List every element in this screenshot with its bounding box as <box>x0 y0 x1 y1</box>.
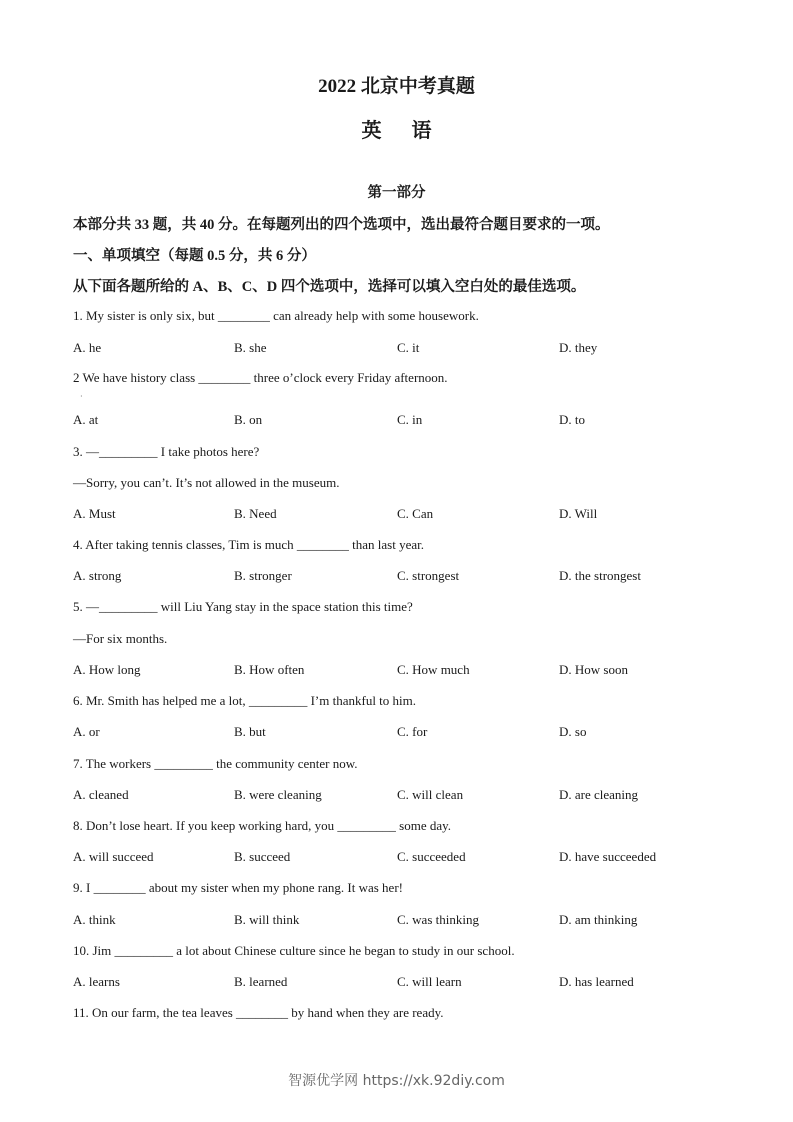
option-b: B. How often <box>234 662 305 677</box>
option-a: A. learns <box>73 974 120 989</box>
option-d: D. they <box>559 340 598 355</box>
option-d: D. am thinking <box>559 912 638 927</box>
question-2-options <box>73 412 733 430</box>
option-a: A. at <box>73 412 99 427</box>
question-8-options <box>73 849 733 867</box>
option-c: C. for <box>397 724 428 739</box>
question-7-options <box>73 787 733 805</box>
question-3: 3. —_________ I take photos here? <box>73 444 260 459</box>
option-b: B. were cleaning <box>234 787 322 802</box>
question-11: 11. On our farm, the tea leaves ________ by hand when they are ready. <box>73 1005 444 1020</box>
question-1-options <box>73 340 733 358</box>
question-3-options <box>73 506 733 524</box>
option-d: D. have succeeded <box>559 849 657 864</box>
question-5-options <box>73 662 733 680</box>
option-c: C. it <box>397 340 420 355</box>
stray-dot: · <box>80 392 83 401</box>
question-6: 6. Mr. Smith has helped me a lot, _________ I’m thankful to him. <box>73 693 417 708</box>
question-10-options <box>73 974 733 992</box>
option-a: A. strong <box>73 568 122 583</box>
option-d: D. to <box>559 412 585 427</box>
option-a: A. Must <box>73 506 116 521</box>
option-c: C. will learn <box>397 974 462 989</box>
question-8: 8. Don’t lose heart. If you keep working hard, you _________ some day. <box>73 818 452 833</box>
part-heading: 一、单项填空（每题 0.5 分，共 6 分） <box>73 248 316 264</box>
option-c: C. Can <box>397 506 434 521</box>
section-heading: 第一部分 <box>367 185 426 201</box>
question-6-options <box>73 724 733 742</box>
exam-title: 2022 北京中考真题 <box>318 76 475 97</box>
option-a: A. will succeed <box>73 849 154 864</box>
question-3-reply: —Sorry, you can’t. It’s not allowed in the museum. <box>73 475 340 490</box>
option-b: B. on <box>234 412 263 427</box>
option-d: D. Will <box>559 506 598 521</box>
option-d: D. has learned <box>559 974 634 989</box>
question-4: 4. After taking tennis classes, Tim is much ________ than last year. <box>73 537 424 552</box>
subject-title: 英语 <box>361 120 462 142</box>
part-instruction: 从下面各题所给的 A、B、C、D 四个选项中，选择可以填入空白处的最佳选项。 <box>73 279 586 295</box>
option-b: B. stronger <box>234 568 292 583</box>
option-d: D. so <box>559 724 587 739</box>
option-d: D. are cleaning <box>559 787 639 802</box>
option-c: C. succeeded <box>397 849 466 864</box>
option-a: A. or <box>73 724 100 739</box>
option-c: C. will clean <box>397 787 464 802</box>
option-c: C. strongest <box>397 568 460 583</box>
option-b: B. learned <box>234 974 288 989</box>
option-c: C. was thinking <box>397 912 479 927</box>
option-d: D. How soon <box>559 662 628 677</box>
question-4-options <box>73 568 733 586</box>
option-b: B. succeed <box>234 849 291 864</box>
option-b: B. she <box>234 340 267 355</box>
question-5-reply: —For six months. <box>73 631 168 646</box>
option-d: D. the strongest <box>559 568 641 583</box>
question-9-options <box>73 912 733 930</box>
watermark-footer: 智源优学网 https://xk.92diy.com <box>288 1073 505 1089</box>
question-9: 9. I ________ about my sister when my phone rang. It was her! <box>73 880 403 895</box>
option-b: B. but <box>234 724 266 739</box>
question-10: 10. Jim _________ a lot about Chinese culture since he began to study in our school. <box>73 943 515 958</box>
question-1: 1. My sister is only six, but ________ can already help with some housework. <box>73 308 479 323</box>
option-c: C. How much <box>397 662 470 677</box>
question-5: 5. —_________ will Liu Yang stay in the space station this time? <box>73 599 413 614</box>
option-b: B. Need <box>234 506 277 521</box>
option-a: A. he <box>73 340 102 355</box>
question-2: 2 We have history class ________ three o’clock every Friday afternoon. <box>73 370 448 385</box>
option-a: A. think <box>73 912 116 927</box>
option-c: C. in <box>397 412 423 427</box>
section-instruction: 本部分共 33 题，共 40 分。在每题列出的四个选项中，选出最符合题目要求的一项。 <box>73 217 610 233</box>
question-7: 7. The workers _________ the community center now. <box>73 756 358 771</box>
option-a: A. How long <box>73 662 141 677</box>
option-a: A. cleaned <box>73 787 129 802</box>
option-b: B. will think <box>234 912 300 927</box>
